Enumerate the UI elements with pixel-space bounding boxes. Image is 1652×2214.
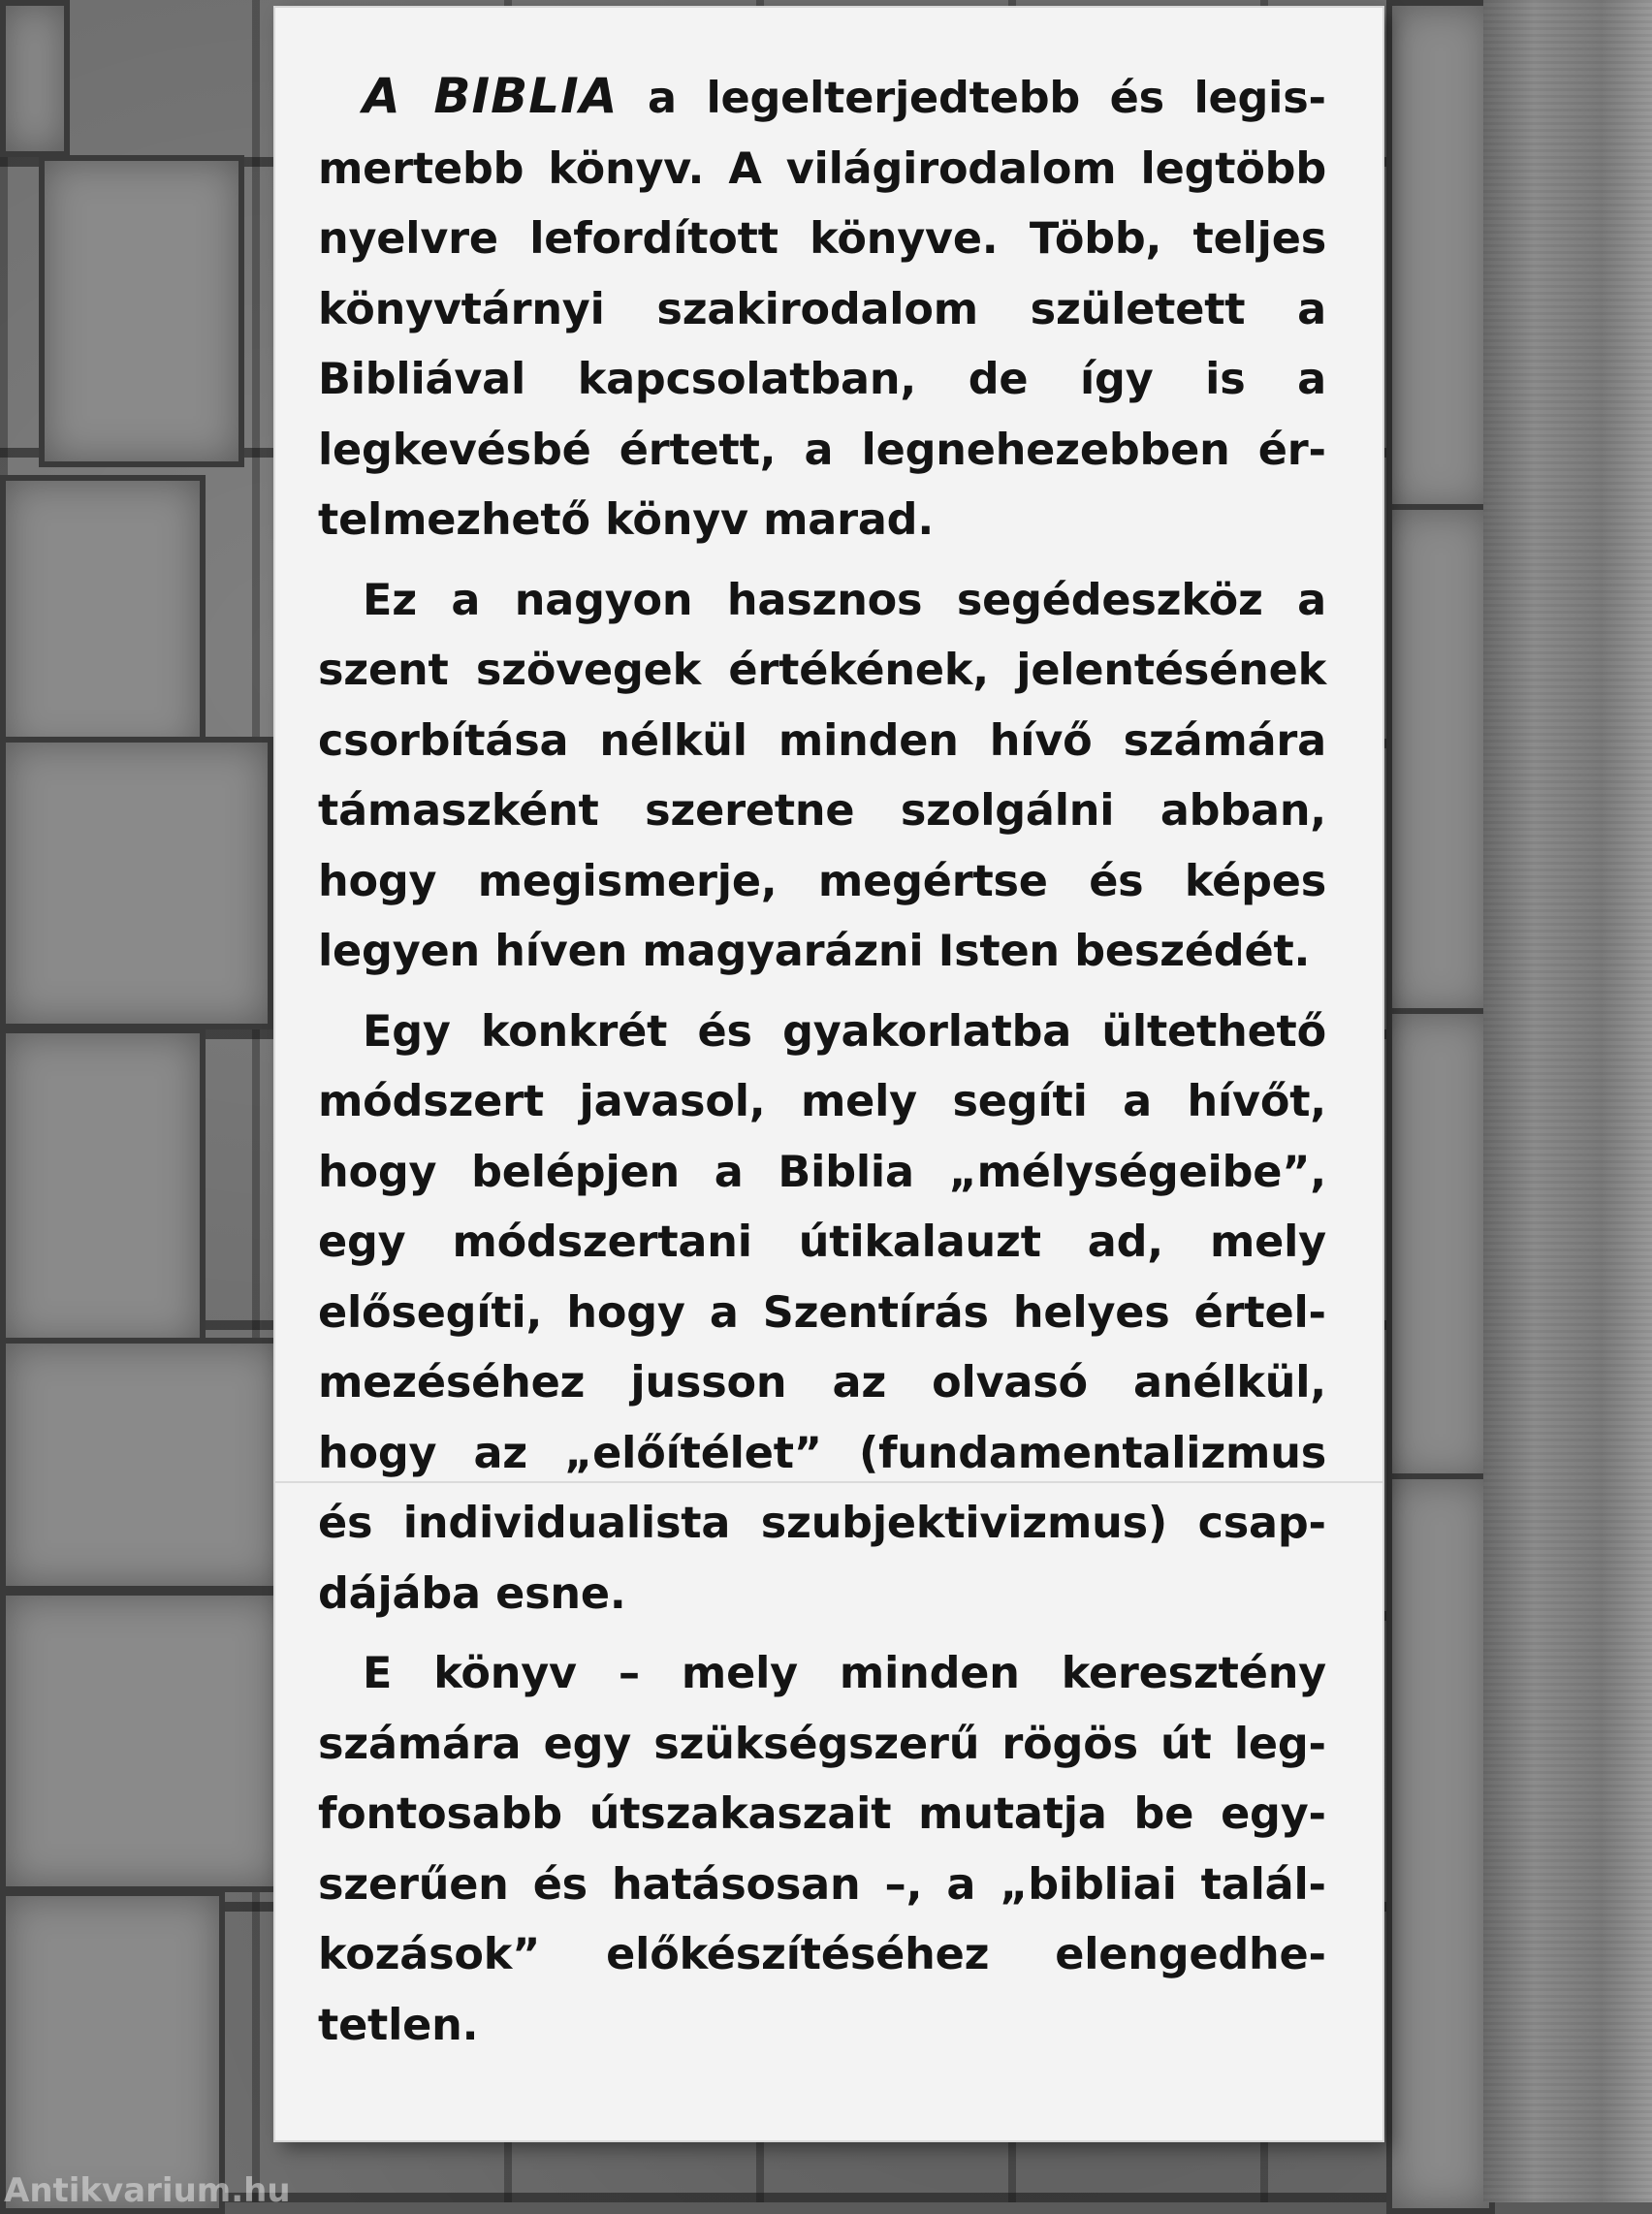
lead-title: A BIBLIA bbox=[363, 68, 619, 124]
wall-stone bbox=[0, 0, 70, 157]
wall-stone bbox=[1386, 1008, 1495, 1485]
paragraph-1 bbox=[318, 61, 1326, 556]
wall-stone bbox=[1386, 0, 1495, 516]
paragraph-3: Egy konkrét és gyakorlatba ültethető módszert javasol, mely segíti a hívőt, hogy belépjen a Biblia „mélységeibe”, egy módszertani útikalauzt ad, mely elősegíti, hogy a Szentírás helyes értelmezéséhez jusson az olvasó anélkül, hogy az „előítélet” (fundamentalizmus és individualista szubjektivizmus) csapdájába esne. bbox=[318, 1006, 1326, 1619]
wall-stone bbox=[0, 1338, 283, 1592]
wall-stone bbox=[1386, 504, 1495, 1020]
text-panel bbox=[275, 8, 1382, 2140]
paragraph-2: Ez a nagyon hasznos segédeszköz a szent szövegek értékének, jelentésének csorbítása nélkül minden hívő számára támaszként szeretne szolgálni abban, hogy megismerje, megértse és képes legyen híven magyarázni Isten beszédét. bbox=[318, 575, 1326, 976]
paper-fold-line bbox=[275, 1481, 1382, 1483]
paragraph-1-text: a legelterjedtebb és legismertebb könyv. A világirodalom legtöbb nyelvre lefordított könyve. Több, teljes könyvtárnyi szakirodalom született a Bibliával kapcsolatban, de így is a legkevésbé értett, a legnehezebben értelmezhető könyv marad. bbox=[318, 74, 1326, 545]
wall-stone bbox=[1386, 1473, 1495, 2214]
wall-stone bbox=[0, 1590, 283, 1892]
wall-stone bbox=[0, 475, 206, 758]
paragraph-4: E könyv – mely minden keresztény számára egy szükségszerű rögös út legfontosabb útszakaszait mutatja be egyszerűen és hatásosan –, a „bibliai találkozások” előkészítéséhez elengedhetetlen. bbox=[318, 1649, 1326, 2050]
wall-stone bbox=[0, 737, 273, 1029]
wall-stone bbox=[0, 1028, 206, 1349]
watermark: Antikvarium.hu bbox=[4, 2171, 291, 2202]
side-strip-background bbox=[1483, 0, 1652, 2202]
wall-stone bbox=[39, 155, 244, 467]
